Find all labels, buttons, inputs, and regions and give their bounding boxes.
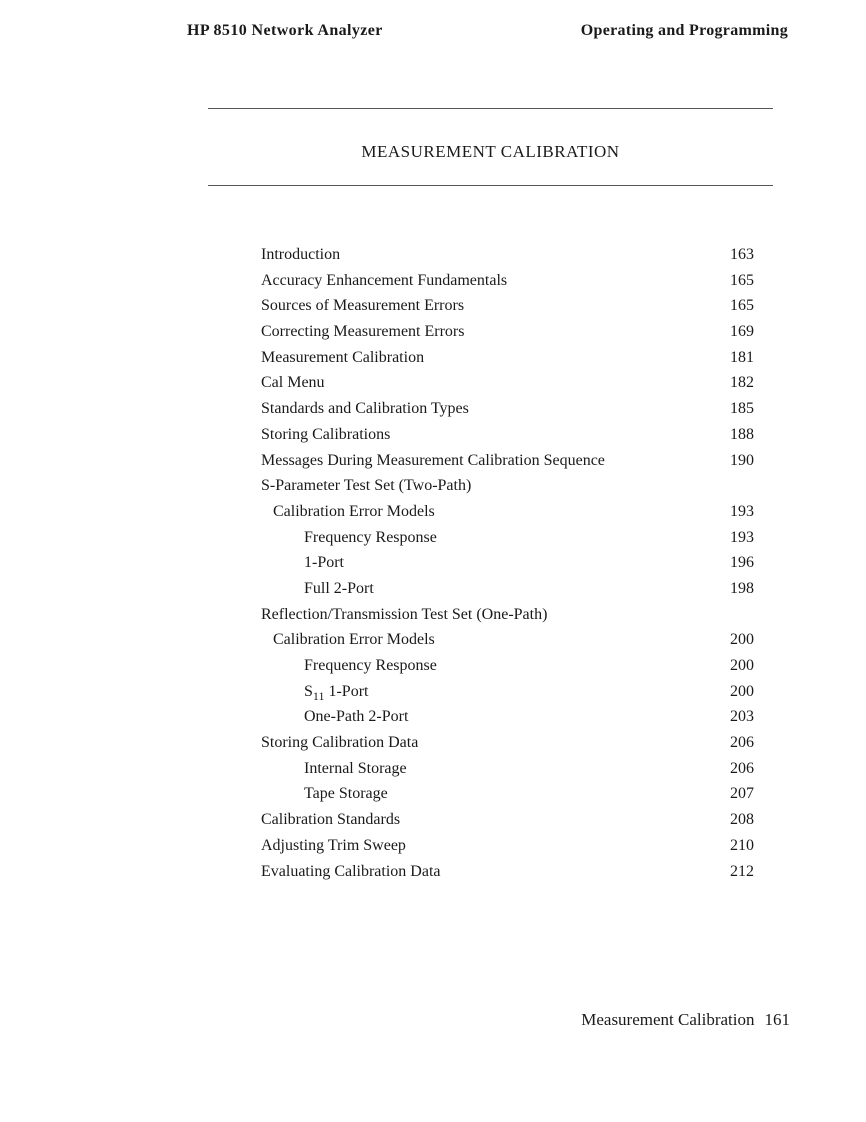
toc-entry-page: 165 <box>730 297 754 315</box>
footer-label: Measurement Calibration <box>581 1010 755 1029</box>
toc-entry-page: 181 <box>730 348 754 366</box>
toc-entry <box>261 398 761 424</box>
toc-entry-page: 188 <box>730 425 754 443</box>
toc-entry-title: Calibration Error Models <box>273 631 435 649</box>
toc-entry <box>261 578 761 604</box>
toc-entry <box>261 706 761 732</box>
toc-entry <box>261 321 761 347</box>
toc-entry-page: 210 <box>730 836 754 854</box>
toc-entry <box>261 244 761 270</box>
table-of-contents <box>261 244 761 886</box>
toc-entry <box>261 501 761 527</box>
toc-entry-page: 212 <box>730 862 754 880</box>
toc-entry-title: Messages During Measurement Calibration Sequence <box>261 451 605 469</box>
toc-entry <box>261 732 761 758</box>
toc-entry-title: $S_{11}$ 1-Port <box>304 682 369 703</box>
toc-entry-title: Frequency Response <box>304 528 437 546</box>
toc-entry <box>261 475 761 501</box>
toc-entry-title: Full 2-Port <box>304 579 374 597</box>
toc-entry <box>261 424 761 450</box>
toc-entry-title: Standards and Calibration Types <box>261 400 469 418</box>
toc-entry-title: Storing Calibration Data <box>261 734 419 752</box>
toc-entry-title: Sources of Measurement Errors <box>261 297 465 315</box>
toc-entry <box>261 783 761 809</box>
toc-entry-title: Calibration Error Models <box>273 502 435 520</box>
toc-entry <box>261 270 761 296</box>
page-footer <box>581 1010 790 1030</box>
toc-entry <box>261 295 761 321</box>
toc-entry-page: 207 <box>730 785 754 803</box>
toc-entry <box>261 758 761 784</box>
toc-entry-title: Evaluating Calibration Data <box>261 862 441 880</box>
toc-entry-page: 196 <box>730 554 754 572</box>
toc-entry-page: 206 <box>730 734 754 752</box>
toc-entry-page: 208 <box>730 811 754 829</box>
bottom-divider <box>208 185 773 186</box>
toc-entry-title: Reflection/Transmission Test Set (One-Path) <box>261 605 548 623</box>
toc-entry-page: 193 <box>730 528 754 546</box>
toc-entry-page: 193 <box>730 502 754 520</box>
toc-entry-page: 185 <box>730 400 754 418</box>
toc-entry-page: 200 <box>730 657 754 674</box>
section-title: MEASUREMENT CALIBRATION <box>361 142 620 161</box>
toc-entry-title: Measurement Calibration <box>261 348 425 366</box>
toc-entry <box>261 347 761 373</box>
toc-entry-title: 1-Port <box>304 554 344 572</box>
toc-entry-page: 169 <box>730 323 754 341</box>
toc-entry <box>261 809 761 835</box>
toc-entry-page: 198 <box>730 579 754 597</box>
toc-entry-page: 182 <box>730 374 754 392</box>
toc-entry-title: One-Path 2-Port <box>304 708 409 726</box>
toc-entry <box>261 681 761 707</box>
toc-entry-page: 206 <box>730 759 754 777</box>
toc-entry <box>261 629 761 655</box>
toc-entry <box>261 655 761 681</box>
toc-entry-page: 163 <box>730 246 754 263</box>
toc-entry-title: S-Parameter Test Set (Two-Path) <box>261 477 472 495</box>
toc-entry <box>261 527 761 553</box>
toc-entry-title: Cal Menu <box>261 374 325 392</box>
running-header-right: Operating and Programming <box>580 22 788 39</box>
toc-entry-title: Storing Calibrations <box>261 425 391 443</box>
running-header-left: HP 8510 Network Analyzer <box>187 22 383 39</box>
toc-entry <box>261 450 761 476</box>
toc-entry-title: Calibration Standards <box>261 811 401 829</box>
toc-entry <box>261 835 761 861</box>
toc-entry-page: 165 <box>730 271 754 289</box>
toc-entry <box>261 372 761 398</box>
toc-entry-title: Introduction <box>261 246 341 263</box>
toc-entry-title: Tape Storage <box>304 785 388 803</box>
toc-entry-page: 200 <box>730 631 754 649</box>
toc-entry <box>261 552 761 578</box>
toc-entry <box>261 604 761 630</box>
toc-entry-title: Adjusting Trim Sweep <box>261 836 406 854</box>
toc-entry-title: Correcting Measurement Errors <box>261 323 465 341</box>
toc-entry-page: 200 <box>730 682 754 700</box>
top-divider <box>208 108 773 109</box>
toc-entry-title: Accuracy Enhancement Fundamentals <box>261 271 508 289</box>
toc-entry-title: Frequency Response <box>304 657 437 674</box>
toc-entry <box>261 861 761 887</box>
toc-entry-page: 203 <box>730 708 754 726</box>
toc-entry-page: 190 <box>730 451 754 469</box>
footer-page-number: 161 <box>764 1010 790 1029</box>
toc-entry-title: Internal Storage <box>304 759 407 777</box>
